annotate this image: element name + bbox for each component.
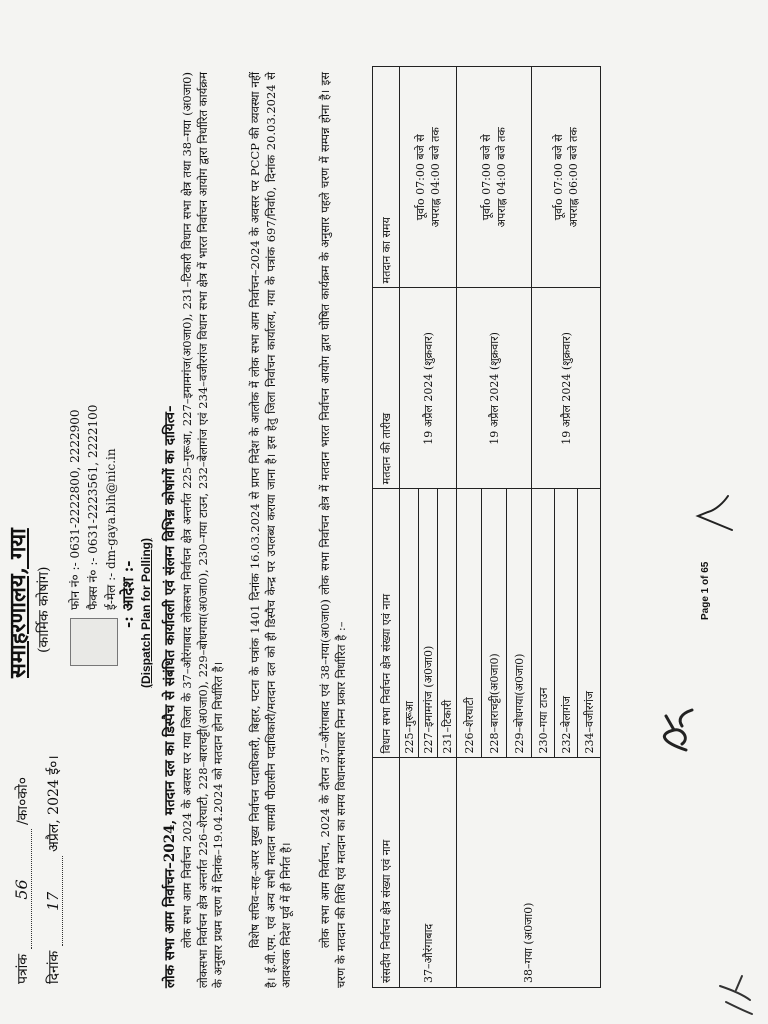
cell-ac: 226–शेरघाटी <box>457 489 482 758</box>
order-title: -: आदेश :- <box>119 560 137 628</box>
subject-line: लोक सभा आम निर्वाचन–2024, मतदान दल का डिस्पैच से संबंधित कार्यावली एवं संलग्न विभिन्न कोषांगों का दायित्व– <box>162 405 178 988</box>
cell-date: 19 अप्रैल 2024 (शुक्रवार) <box>400 288 457 489</box>
cell-time <box>532 67 601 288</box>
header-ac: विधान सभा निर्वाचन क्षेत्र संख्या एवं नाम <box>373 489 400 758</box>
cell-date: 19 अप्रैल 2024 (शुक्रवार) <box>532 288 601 489</box>
header-date: मतदान की तारीख <box>373 288 400 489</box>
time-end: अपराह्न 04:00 बजे तक <box>495 127 508 228</box>
patrank-number: 56 <box>12 879 31 900</box>
cell-ac: 225–गुरूआ <box>400 489 419 758</box>
order-subtitle: (Dispatch Plan for Polling) <box>139 537 153 688</box>
patrank-line <box>12 777 32 984</box>
date-day: 17 <box>44 891 62 911</box>
polling-schedule-table <box>372 66 601 988</box>
cell-pc: 37–औरंगाबाद <box>400 758 457 988</box>
cell-ac: 227–इमामगंज (अ0जा0) <box>419 489 438 758</box>
time-end: अपराह्न 06:00 बजे तक <box>567 127 580 228</box>
paragraph-3: लोक सभा आम निर्वाचन, 2024 के दौरान 37–औरंगाबाद एवं 38–गया(अ0जा0) लोक सभा निर्वाचन क्षेत्र में मतदान भारत निर्वाचन आयोग द्वारा घोषित कार्यक्रम के अनुसार पहले चरण में सम्पन्न होना है। इस चरण के मतदान की तिथि एवं मतदान का समय विधानसभावार निम्न प्रकार निर्धारित है :– <box>318 72 348 988</box>
contact-email: ई-मेल :- dm-gaya.bih@nic.in <box>104 448 118 610</box>
patrank-suffix: /का०को० <box>15 776 31 826</box>
table-row <box>457 67 482 988</box>
office-title: समाहरणालय, गया <box>5 528 31 678</box>
stamp-box <box>70 618 118 666</box>
time-end: अपराह्न 04:00 बजे तक <box>429 127 442 228</box>
cell-pc: 38–गया (अ0जा0) <box>457 758 601 988</box>
paragraph-1: लोक सभा आम निर्वाचन 2024 के अवसर पर गया जिला के 37–औरंगाबाद लोकसभा निर्वाचन क्षेत्र अन्तर्गत 225–गुरूआ, 227–इमामगंज(अ0जा0), 231–टिकारी विधान सभा क्षेत्र तथा 38–गया (अ0जा0) लोकसभा निर्वाचन क्षेत्र अन्तर्गत 226–शेरघाटी, 228–बाराचट्टी(अ0जा0), 229–बोधगया(अ0जा0), 230–गया टाउन, 232–बेलागंज एवं 234–वजीरगंज विधान सभा क्षेत्र में भारत निर्वाचन आयोग द्वारा निर्धारित कार्यक्रम के अनुसार प्रथम चरण में दिनांक–19.04.2024 को मतदान होना निर्धारित है। <box>180 72 225 988</box>
cell-ac: 228–बाराचट्टी(अ0जा0) <box>482 489 507 758</box>
time-start: पूर्वाo 07:00 बजे से <box>552 134 565 221</box>
header-time: मतदान का समय <box>373 67 400 288</box>
table-row <box>400 67 419 988</box>
time-start: पूर्वाo 07:00 बजे से <box>480 134 493 221</box>
cell-time <box>457 67 532 288</box>
cell-date: 19 अप्रैल 2024 (शुक्रवार) <box>457 288 532 489</box>
office-section: (कार्मिक कोषांग) <box>36 566 52 653</box>
time-start: पूर्वाo 07:00 बजे से <box>414 134 427 221</box>
paragraph-2: विशेष सचिव–सह–अपर मुख्य निर्वाचन पदाधिकारी, बिहार, पटना के पत्रांक 1401 दिनांक 16.03.2024 से प्राप्त निदेश के आलोक में लोक सभा आम निर्वाचन–2024 के अवसर पर PCCP की व्यवस्था नहीं है। ई.वी.एम. एवं अन्य सभी मतदान सामग्री पीठासीन पदाधिकारी/मतदान दल को ही डिस्पैच केन्द्र पर उपलब्ध कराया जाना है। इस हेतु जिला निर्वाचन कार्यालय, गया के पत्रांक 697/निर्वा0, दिनांक 20.03.2024 से आवश्यक निदेश पूर्व में ही निर्गत है। <box>248 72 293 988</box>
page-number: Page 1 of 65 <box>700 561 711 620</box>
cell-ac: 229–बोधगया(अ0जा0) <box>507 489 532 758</box>
date-label: दिनांक <box>46 950 62 984</box>
cell-time <box>400 67 457 288</box>
cell-ac: 230–गया टाउन <box>532 489 555 758</box>
table-header-row <box>373 67 400 988</box>
contact-fax: फैक्स नं० :- 0631-2223561, 2222100 <box>86 404 100 610</box>
date-line <box>44 755 63 984</box>
handwritten-corner-mark <box>702 964 762 1024</box>
handwritten-tick-mark <box>688 492 738 536</box>
contact-phone: फोन नं० :- 0631-2222800, 2222900 <box>68 409 82 610</box>
cell-ac: 231–टिकारी <box>438 489 457 758</box>
date-suffix: अप्रैल, 2024 ई०। <box>46 755 62 852</box>
handwritten-signature-mark <box>652 704 700 756</box>
patrank-label: पत्रांक <box>15 953 31 984</box>
cell-ac: 232–बेलागंज <box>555 489 578 758</box>
date-blank <box>44 856 63 946</box>
patrank-blank <box>12 829 32 949</box>
header-pc: संसदीय निर्वाचन क्षेत्र संख्या एवं नाम <box>373 758 400 988</box>
cell-ac: 234–वजीरगंज <box>578 489 601 758</box>
